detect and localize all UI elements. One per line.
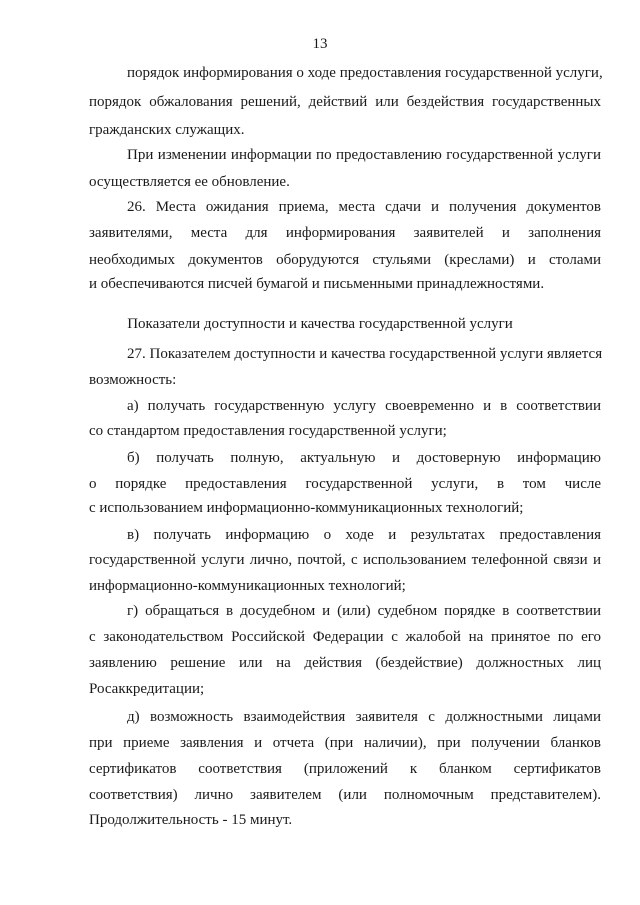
text-line: б) получать полную, актуальную и достоверную информацию — [127, 450, 601, 466]
text-line: д) возможность взаимодействия заявителя с должностными лицами — [127, 709, 601, 725]
text-line: гражданских служащих. — [89, 122, 245, 138]
text-line: заявителями, места для информирования заявителей и заполнения — [89, 225, 601, 241]
text-line: со стандартом предоставления государственной услуги; — [89, 423, 447, 439]
text-line: соответствия) лично заявителем (или полномочным представителем). — [89, 787, 601, 803]
text-line: и обеспечиваются писчей бумагой и письменными принадлежностями. — [89, 276, 545, 292]
text-line: Продолжительность - 15 минут. — [89, 812, 293, 828]
text-line: с использованием информационно-коммуникационных технологий; — [89, 500, 524, 516]
text-line: 26. Места ожидания приема, места сдачи и получения документов — [127, 199, 601, 215]
text-line: При изменении информации по предоставлению государственной услуги — [127, 147, 601, 163]
text-line: информационно-коммуникационных технологий; — [89, 578, 406, 594]
text-line: а) получать государственную услугу своевременно и в соответствии — [127, 398, 601, 414]
text-line: осуществляется ее обновление. — [89, 174, 290, 190]
text-line: необходимых документов оборудуются стульями (креслами) и столами — [89, 252, 601, 268]
text-line: сертификатов соответствия (приложений к бланком сертификатов — [89, 761, 601, 777]
text-line: возможность: — [89, 372, 177, 388]
page-number: 13 — [312, 36, 328, 52]
text-line: г) обращаться в досудебном и (или) судебном порядке в соответствии — [127, 603, 601, 619]
text-line: при приеме заявления и отчета (при наличии), при получении бланков — [89, 735, 601, 751]
text-line: Росаккредитации; — [89, 681, 205, 697]
section-heading: Показатели доступности и качества государственной услуги — [127, 316, 513, 332]
text-line: о порядке предоставления государственной услуги, в том числе — [89, 476, 601, 492]
text-line: в) получать информацию о ходе и результатах предоставления — [127, 527, 601, 543]
text-line: заявлению решение или на действия (бездействие) должностных лиц — [89, 655, 601, 671]
text-line: порядок обжалования решений, действий или бездействия государственных — [89, 94, 601, 110]
text-line: порядок информирования о ходе предоставления государственной услуги, — [127, 65, 603, 81]
text-line: с законодательством Российской Федерации с жалобой на принятое по его — [89, 629, 601, 645]
text-line: государственной услуги лично, почтой, с использованием телефонной связи и — [89, 552, 601, 568]
text-line: 27. Показателем доступности и качества государственной услуги является — [127, 346, 603, 362]
